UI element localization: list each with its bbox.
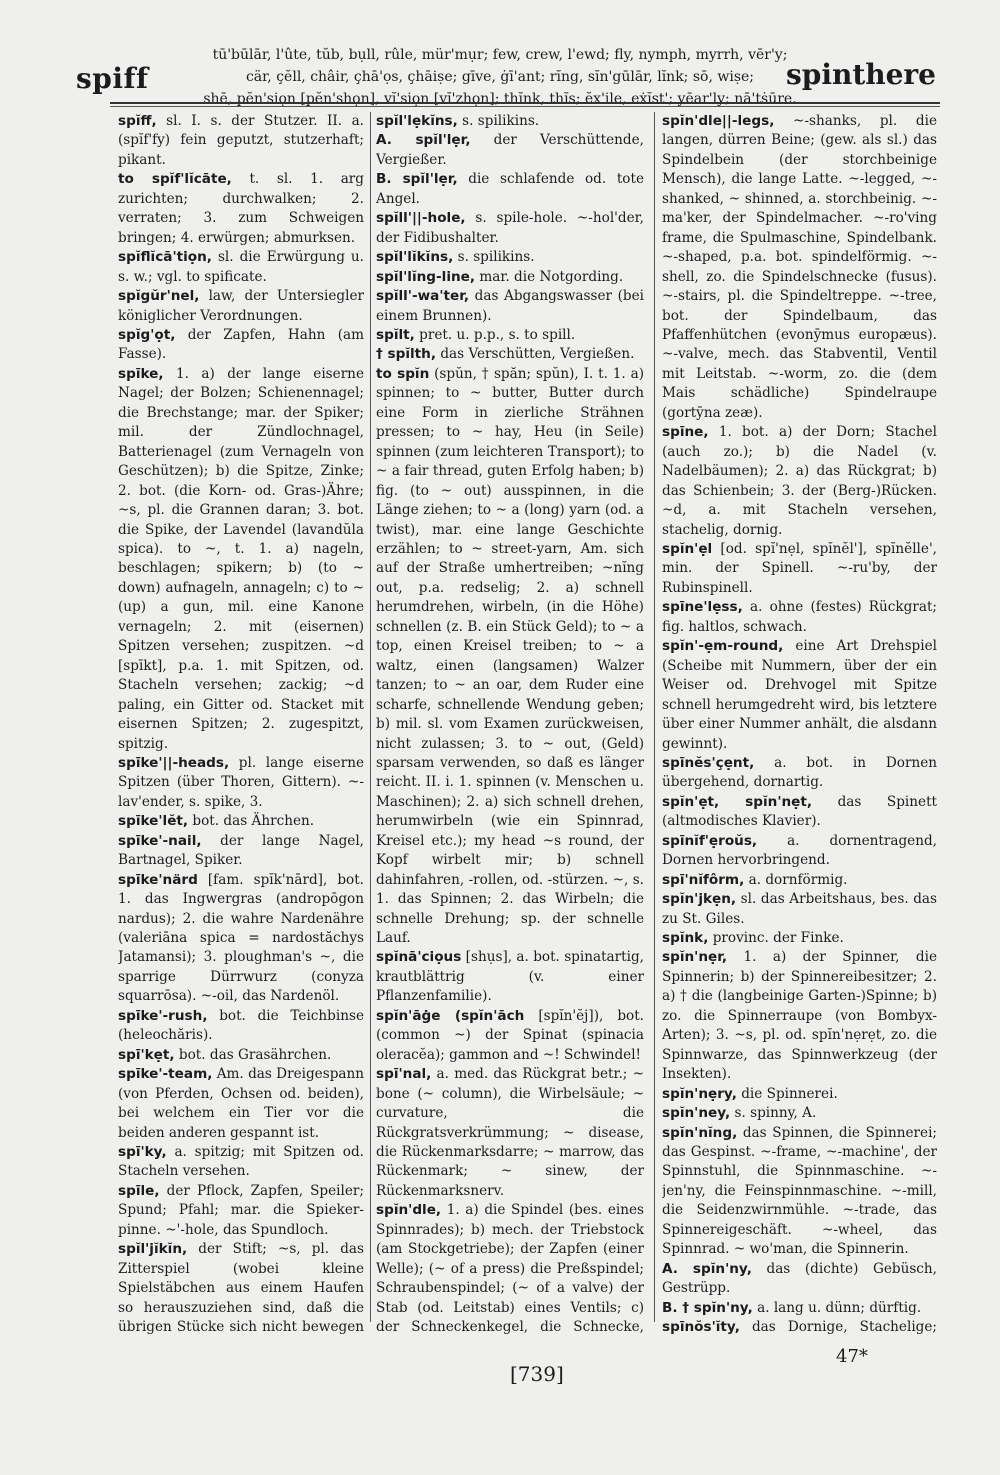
entry-definition: pret. u. p.p., s. to spill. [414, 326, 576, 343]
entry-definition: a. med. das Rückgrat betr.; ~ bone (~ column), die Wirbelsäule; ~ curvature, die Rückgratsverkrümmung; ~ disease, die Rückenmarksdarre; ~ marrow, das Rückenmark; ~ sinew, der Rückenmarksnerv. [376, 1066, 644, 1199]
column-3 [662, 112, 937, 1337]
headword: spīke'lĕt, [118, 813, 189, 830]
entry-definition: Am. das Dreigespann (von Pferden, Ochsen od. beiden), bei welchem ein Tier vor die beiden anderen gespannt ist. [118, 1066, 364, 1141]
headword: spī'nal, [376, 1066, 432, 1083]
headword: spĭn'nẹr, [662, 949, 728, 966]
headword: † spĭlth, [376, 346, 437, 363]
headword: B. † spĭn'ny, [662, 1299, 753, 1316]
dictionary-entry [376, 170, 644, 209]
headword: spĭl'lĭkĭns, [376, 249, 454, 266]
headword: spī'nĭfôrm, [662, 871, 745, 888]
dictionary-entry [662, 637, 937, 754]
headword: spĭll'||-hole, [376, 210, 466, 227]
entry-definition: die Spinnerei. [736, 1085, 838, 1102]
dictionary-entry [376, 948, 644, 1006]
headword: spīle, [118, 1182, 160, 1199]
headword: spĭn'āġe (spĭn'āch [376, 1007, 525, 1024]
entry-definition: bot. die Teichbinse (heleochăris). [118, 1007, 364, 1044]
entry-definition: s. spilikins. [453, 249, 535, 266]
entry-definition: der Zapfen, Hahn (am Fasse). [118, 326, 364, 363]
entry-definition: 1. a) der Spinner, die Spinnerin; b) der Spinnereibesitzer; 2. a) † die (langbeinige Garten-)Spinne; b) zo. die Spinnerraupe (von Bombyx-Arten); 3. ~s, pl. od. spĭn'nẹrẹt, zo. die Spinnwarze, das Spinnwerkzeug (der Insekten). [662, 949, 937, 1083]
headword: A. spĭl'lẹr, [376, 132, 471, 149]
headword: spĭn'nĭng, [662, 1124, 738, 1141]
dictionary-entry [376, 248, 644, 267]
dictionary-entry [662, 1260, 937, 1299]
signature-mark: 47* [836, 1346, 868, 1367]
dictionary-entry [118, 248, 364, 287]
entry-definition: das Verschütten, Vergießen. [436, 346, 635, 363]
headword: spĭn'ẹl [662, 540, 713, 557]
dictionary-entry [118, 1143, 364, 1182]
dictionary-entry [118, 326, 364, 365]
headword: spīnŏs'ĭty, [662, 1319, 740, 1336]
dictionary-entry [118, 170, 364, 248]
entry-definition: das (dichte) Gebüsch, Gestrüpp. [662, 1260, 937, 1297]
entry-definition: der lange Nagel, Bartnagel, Spiker. [118, 832, 364, 869]
dictionary-entry [118, 754, 364, 812]
dictionary-entry [662, 793, 937, 832]
dictionary-entry [118, 1007, 364, 1046]
entry-definition: sl. die Erwürgung u. s. w.; vgl. to spificate. [118, 249, 364, 285]
headword: spīnĕs'çẹnt, [662, 754, 755, 771]
dictionary-entry [662, 1299, 937, 1318]
headword: spĭl'jĭkĭn, [118, 1241, 188, 1258]
running-head-left: spiff [76, 62, 149, 95]
entry-definition: a. dornförmig. [744, 871, 848, 888]
headword: spīke'närd [118, 871, 198, 888]
headword: spī'kẹt, [118, 1046, 175, 1063]
entry-definition: 1. a) die Spindel (bes. eines Spinnrades); b) mech. der Triebstock (am Stockgetriebe); der Zapfen (einer Welle); (~ of a press) die Preßspindel; Schraubenspindel; (~ of a valve) der Stab (od. Leitstab) eines Ventils; c) der Schneckenkegel, die Schnecke, [376, 1202, 644, 1336]
entry-definition: sl. I. s. der Stutzer. II. a. (spĭf'fy) fein geputzt, stutzerhaft; pikant. [118, 113, 364, 168]
entry-definition: a. lang u. dünn; dürftig. [752, 1299, 922, 1316]
dictionary-entry [118, 1240, 364, 1337]
entry-definition: a. bot. in Dornen übergehend, dornartig. [662, 754, 937, 791]
entry-definition: law, der Untersiegler königlicher Verordnungen. [118, 288, 364, 324]
entry-definition: s. spilikins. [457, 113, 540, 129]
page-number: [739] [510, 1362, 564, 1386]
dictionary-entry [662, 112, 937, 423]
headword: spĭll'-wa'ter, [376, 288, 470, 305]
entry-definition: [shụs], a. bot. spinatartig, krautblättrig (v. einer Pflanzenfamilie). [376, 949, 644, 1005]
entry-definition: das Spinett (altmodisches Klavier). [662, 793, 937, 830]
headword: spī'ky, [118, 1144, 167, 1161]
headword: spĭlt, [376, 326, 415, 343]
entry-definition: mar. die Notgording. [475, 268, 624, 285]
dictionary-entry [662, 1085, 937, 1104]
headword: spīke'-nail, [118, 832, 202, 849]
dictionary-entry [376, 1201, 644, 1337]
entry-definition: die schlafende od. tote Angel. [376, 171, 644, 207]
dictionary-entry [118, 1065, 364, 1143]
entry-definition: a. spitzig; mit Spitzen od. Stacheln versehen. [118, 1144, 364, 1180]
headword: spĭn'dle||-legs, [662, 113, 775, 129]
entry-definition: a. dornentragend, Dornen hervorbringend. [662, 832, 937, 869]
column-divider [370, 112, 371, 1322]
entry-definition: provinc. der Finke. [708, 930, 844, 947]
dictionary-entry [118, 287, 364, 326]
entry-definition: pl. lange eiserne Spitzen (über Thoren, Gittern). ~-lav'ender, s. spike, 3. [118, 754, 364, 810]
pronunciation-key-line: tū'būlār, l'ûte, tŭb, bụll, rûle, mür'mụr; few, crew, l'ewd; fly, nymph, myrrh, vēr'y; [212, 47, 788, 63]
headword: A. spĭn'ny, [662, 1260, 752, 1277]
dictionary-entry [118, 812, 364, 831]
dictionary-entry [376, 209, 644, 248]
headword: spīke, [118, 365, 164, 382]
dictionary-entry [376, 268, 644, 287]
headword: spĭn'-ẹm-round, [662, 638, 784, 655]
headword: spīke'||-heads, [118, 754, 230, 771]
entry-definition: der Pflock, Zapfen, Speiler; Spund; Pfahl; mar. die Spieker-pinne. ~'-hole, das Spundloch. [118, 1182, 364, 1238]
entry-definition: 1. bot. a) der Dorn; Stachel (auch zo.); b) die Nadel (v. Nadelbäumen); 2. a) das Rückgrat; b) das Schienbein; 3. der (Berg-)Rücken. ~d, a. mit Stacheln versehen, stachelig, dornig. [662, 424, 937, 538]
dictionary-entry [376, 326, 644, 345]
entry-definition: [fam. spĭk'nārd], bot. 1. das Ingwergras (andropōgon nardus); 2. die wahre Nardenähre (valeriāna spica = nardostăchys Jatamansi); 3. ploughman's ~, die sparrige Dürrwurz (conyza squarrōsa). ~-oil, das Nardenöl. [118, 871, 364, 1005]
entry-definition: der Verschüttende, Vergießer. [376, 132, 644, 168]
dictionary-entry [118, 1046, 364, 1065]
dictionary-entry [662, 540, 937, 598]
entry-definition: 1. a) der lange eiserne Nagel; der Bolzen; Schienennagel; die Brechstange; mar. der Spiker; mil. der Zündlochnagel, Batterienagel (zum Vernageln von Geschützen); b) die Spitze, Zinke; 2. bot. (die Korn- od. Gras-)Ähre; ~s, pl. die Grannen daran; 3. bot. die Spike, der Lavendel (lavandŭla spica). to ~, t. 1. a) nageln, beschlagen; spikern; b) (to ~ down) aufnageln, annageln; c) to ~ (up) a gun, mil. eine Kanone vernageln; 2. mit (eisernen) Spitzen versehen; zuspitzen. ~d [spīkt], p.a. 1. mit Spitzen, od. Stacheln versehen; zackig; ~d paling, ein Gitter od. Stacket mit eisernen Spitzen; 2. zugespitzt, spitzig. [118, 365, 364, 752]
entry-definition: [spĭn'ĕj]), bot. (common ~) der Spinat (spinacia oleracĕa); gammon and ~! Schwindel! [376, 1007, 644, 1063]
dictionary-entry [662, 598, 937, 637]
dictionary-entry [662, 423, 937, 540]
dictionary-entry [376, 365, 644, 949]
headword: spĭff, [118, 113, 157, 129]
dictionary-entry [662, 1124, 937, 1260]
dictionary-entry [118, 365, 364, 754]
running-head-right: spinthere [785, 58, 936, 91]
headword: spĭl'lĭng-line, [376, 268, 476, 285]
headword: spĭn'dle, [376, 1202, 442, 1219]
entry-definition: bot. das Grasährchen. [174, 1046, 332, 1063]
column-divider [654, 112, 655, 1322]
column-1 [118, 112, 364, 1337]
column-2 [376, 112, 644, 1337]
headword: spīke'-team, [118, 1066, 213, 1083]
headword: spīke'-rush, [118, 1007, 208, 1024]
headword: spĭg'ọt, [118, 326, 176, 343]
dictionary-entry [118, 112, 364, 170]
dictionary-entry [662, 832, 937, 871]
dictionary-entry [376, 131, 644, 170]
dictionary-entry [118, 1182, 364, 1240]
headword: spĭnā'ciọus [376, 949, 462, 966]
headword: spīne'lẹss, [662, 599, 743, 616]
headword: spīne, [662, 424, 709, 441]
pronunciation-key-line: cär, çĕll, châir, çhā'ọs, çhāiṣe; gīve, ġī'ant; rĭng, sĭn'gūlār, lĭnk; sō, wiṣe; [245, 69, 755, 85]
dictionary-entry [376, 345, 644, 364]
header-rule-thin [110, 106, 940, 107]
dictionary-entry [376, 1065, 644, 1201]
entry-definition: das Dornige, Stachelige; [751, 1319, 937, 1336]
entry-definition: a. ohne (festes) Rückgrat; fig. haltlos, schwach. [662, 599, 937, 635]
pronunciation-key [190, 44, 810, 110]
dictionary-entry [118, 871, 364, 1007]
headword: spĭl'lẹkĭns, [376, 113, 458, 129]
dictionary-entry [662, 754, 937, 793]
headword: to spĭn [376, 365, 430, 382]
entry-definition: sl. das Arbeitshaus, bes. das zu St. Giles. [662, 891, 937, 927]
entry-definition: bot. das Ährchen. [188, 813, 315, 830]
headword: spīnĭf'ẹroŭs, [662, 832, 758, 849]
entry-definition: eine Art Drehspiel (Scheibe mit Nummern, über der ein Weiser od. Drehvogel mit Spitze schnell herumgedreht wird, bis letztere über einer Nummer anhält, die alsdann gewinnt). [662, 638, 937, 752]
headword: spĭn'ẹt, spĭn'nẹt, [662, 793, 813, 810]
entry-definition: (spŭn, † spăn; spŭn), I. t. 1. a) spinnen; to ~ butter, Butter durch eine Form in zierliche Strähnen pressen; to ~ hay, Heu (in Seile) spinnen (zum leichteren Transport); to ~ a fair thread, guten Erfolg haben; b) fig. (to ~ out) ausspinnen, in die Länge ziehen; to ~ a (long) yarn (od. a twist), mar. eine lange Geschichte erzählen; to ~ street-yarn, Am. sich auf der Straße umhertreiben; ~nĭng out, p.a. redselig; 2. a) schnell herumdrehen, wirbeln, (in die Höhe) schnellen (z. B. ein Stück Geld); to ~ a top, einen Kreisel treiben; to ~ a waltz, einen (langsamen) Walzer tanzen; to ~ an oar, dem Ruder eine scharfe, schnellende Wendung geben; b) mil. sl. vom Examen zurückweisen, nicht zulassen; 3. to ~ out, (Geld) sparsam verwenden, so daß es länger reicht. II. i. 1. spinnen (v. Menschen u. Maschinen); 2. a) sich schnell drehen, herumwirbeln (wie ein Spinnrad, Kreisel etc.); my head ~s round, der Kopf wirbelt mir; b) schnell dahinfahren, -rollen, od. -stürzen. ~, s. 1. das Spinnen; 2. das Wirbeln; die schnelle Drehung; sp. der schnelle Lauf. [376, 365, 644, 947]
headword: spĭn'ney, [662, 1105, 731, 1122]
headword: spĭflĭcā'tiọn, [118, 249, 212, 266]
entry-definition: [od. spĭ'nẹl, spĭnĕl'], spĭnĕlle', min. der Spinell. ~-ru'by, der Rubinspinell. [662, 540, 937, 596]
entry-definition: t. sl. 1. arg zurichten; durchwalken; 2. verraten; 3. zum Schweigen bringen; 4. erwürgen; abmurksen. [118, 171, 364, 246]
entry-definition: ~-shanks, pl. die langen, dürren Beine; (gew. als sl.) das Spindelbein (der storchbeinige Mensch), die lange Latte. ~-legged, ~-shanked, ~ shinned, a. storchbeinig. ~-ma'ker, der Spindelmacher. ~-ro'ving frame, die Spulmaschine, Spindelbank. ~-shaped, p.a. bot. spindelförmig. ~-shell, zo. die Spindelschnecke (fusus). ~-stairs, pl. die Spindeltreppe. ~-tree, bot. der Spindelbaum, das Pfaffenhütchen (evonȳmus europæus). ~-valve, mech. das Stabventil, Ventil mit Leitstab. ~-worm, zo. die (dem Mais schädliche) Spindelraupe (gortȳna zeæ). [662, 113, 937, 421]
entry-definition: s. spile-hole. ~-hol'der, der Fidibushalter. [376, 210, 644, 246]
headword: to spĭf'lĭcāte, [118, 171, 232, 188]
dictionary-entry [662, 1318, 937, 1337]
entry-definition: das Abgangswasser (bei einem Brunnen). [376, 288, 644, 324]
dictionary-entry [662, 890, 937, 929]
entry-definition: der Stift; ~s, pl. das Zitterspiel (wobei kleine Spielstäbchen aus einem Haufen so herauszuziehen sind, daß die übrigen Stücke sich nicht bewegen [118, 1241, 364, 1336]
dictionary-entry [662, 1104, 937, 1123]
dictionary-entry [376, 287, 644, 326]
entry-definition: s. spinny, A. [730, 1105, 817, 1122]
dictionary-entry [376, 1007, 644, 1065]
headword: spĭn'jkẹn, [662, 891, 737, 908]
dictionary-entry [662, 948, 937, 1084]
headword: spĭgŭr'nel, [118, 288, 200, 305]
pronunciation-key-line: shē, pĕn'siọn [pĕn'shọn], vĭ'siọn [vĭ'zhọn]; thĭnk, thĭs; ĕx'ile, eẋĭst'; yēar'ly; nā'tṡūre. [203, 91, 797, 107]
dictionary-entry [662, 871, 937, 890]
headword: spĭn'nẹry, [662, 1085, 737, 1102]
headword: spĭnk, [662, 930, 709, 947]
dictionary-entry [118, 832, 364, 871]
header-rule [110, 102, 940, 104]
entry-definition: das Spinnen, die Spinnerei; das Gespinst. ~-frame, ~-machine', der Spinnstuhl, die Spinnmaschine. ~-jen'ny, die Feinspinnmaschine. ~-mill, die Seidenzwirnmühle. ~-trade, das Spinnereigeschäft. ~-wheel, das Spinnrad. ~ wo'man, die Spinnerin. [662, 1124, 937, 1258]
headword: B. spĭl'lẹr, [376, 171, 458, 188]
dictionary-entry [662, 929, 937, 948]
dictionary-entry [376, 112, 644, 131]
